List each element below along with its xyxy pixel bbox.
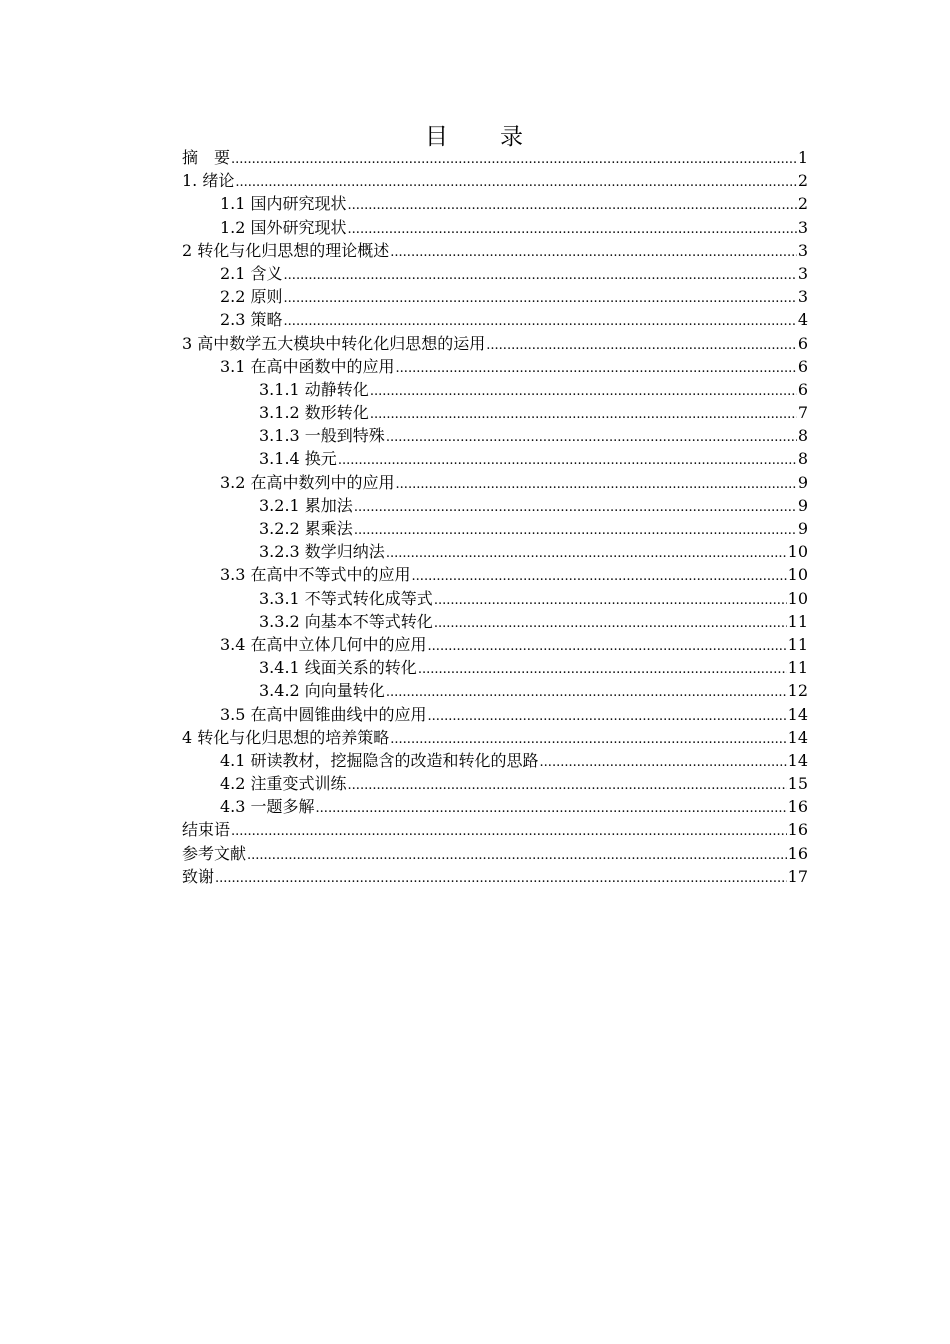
- toc-entry-label: 1.1 国内研究现状: [220, 194, 347, 214]
- dot-leader: [370, 401, 797, 424]
- toc-entry[interactable]: [182, 285, 808, 308]
- toc-entry-page: 7: [797, 403, 808, 423]
- toc-entry-page: 3: [797, 263, 808, 283]
- toc-entry-label: 3.3.1 不等式转化成等式: [259, 588, 433, 608]
- dot-leader: [386, 424, 797, 447]
- toc-entry-page: 6: [797, 356, 808, 376]
- toc-entry[interactable]: [182, 633, 808, 656]
- toc-entry[interactable]: [182, 772, 808, 795]
- toc-entry-page: 10: [787, 542, 808, 562]
- dot-leader: [231, 818, 787, 841]
- toc-entry-page: 11: [787, 634, 808, 654]
- toc-entry-label: 3.1.1 动静转化: [259, 379, 369, 399]
- toc-entry-page: 16: [787, 820, 808, 840]
- toc-entry[interactable]: [182, 656, 808, 679]
- dot-leader: [390, 726, 786, 749]
- toc-entry[interactable]: [182, 587, 808, 610]
- dot-leader: [386, 679, 787, 702]
- toc-entry-page: 16: [787, 797, 808, 817]
- toc-entry-page: 17: [787, 866, 808, 886]
- toc-entry-page: 4: [797, 310, 808, 330]
- dot-leader: [354, 517, 797, 540]
- toc-entry-label: 2.3 策略: [220, 310, 283, 330]
- toc-entry-page: 14: [787, 727, 808, 747]
- toc-entry-page: 12: [787, 681, 808, 701]
- dot-leader: [428, 633, 787, 656]
- toc-entry[interactable]: [182, 355, 808, 378]
- toc-entry[interactable]: [182, 494, 808, 517]
- toc-entry-label: 3.2.2 累乘法: [259, 519, 353, 538]
- toc-entry[interactable]: [182, 795, 808, 818]
- toc-entry-page: 8: [797, 426, 808, 446]
- dot-leader: [412, 563, 787, 586]
- toc-entry-label: 1. 绪论: [182, 171, 235, 191]
- toc-entry-label: 4 转化与化归思想的培养策略: [182, 727, 390, 747]
- toc-entry[interactable]: [182, 401, 808, 424]
- toc-entry-page: 10: [787, 565, 808, 585]
- dot-leader: [348, 216, 797, 239]
- dot-leader: [434, 610, 787, 633]
- toc-entry[interactable]: [182, 818, 808, 841]
- dot-leader: [316, 795, 787, 818]
- dot-leader: [354, 494, 797, 517]
- toc-entry-page: 3: [797, 217, 808, 237]
- toc-entry-page: 3: [797, 240, 808, 260]
- toc-entry-label: 4.1 研读教材，挖掘隐含的改造和转化的思路: [220, 750, 539, 770]
- toc-entry[interactable]: [182, 865, 808, 888]
- toc-entry-label: 3.4.2 向向量转化: [259, 681, 385, 701]
- toc-entry-label: 结束语: [182, 820, 231, 840]
- dot-leader: [231, 146, 797, 169]
- toc-entry-label: 2 转化与化归思想的理论概述: [182, 240, 390, 260]
- toc-entry-label: 3.3.2 向基本不等式转化: [259, 611, 433, 631]
- toc-entry-label: 3.1 在高中函数中的应用: [220, 356, 395, 376]
- toc-entry-label: 3.3 在高中不等式中的应用: [220, 565, 411, 585]
- dot-leader: [370, 378, 797, 401]
- dot-leader: [418, 656, 787, 679]
- table-of-contents: [182, 146, 808, 888]
- toc-entry-label: 3.1.4 换元: [259, 449, 337, 469]
- toc-entry-page: 3: [797, 287, 808, 307]
- toc-entry[interactable]: [182, 610, 808, 633]
- dot-leader: [215, 865, 787, 888]
- toc-entry-page: 16: [787, 843, 808, 863]
- toc-entry[interactable]: [182, 192, 808, 215]
- dot-leader: [396, 471, 797, 494]
- dot-leader: [348, 772, 787, 795]
- toc-entry-label: 致谢: [182, 866, 215, 886]
- toc-entry-page: 14: [787, 704, 808, 724]
- dot-leader: [284, 308, 797, 331]
- toc-entry-page: 2: [797, 171, 808, 191]
- toc-entry-label: 1.2 国外研究现状: [220, 217, 347, 237]
- toc-entry[interactable]: [182, 262, 808, 285]
- toc-entry[interactable]: [182, 540, 808, 563]
- toc-entry[interactable]: [182, 703, 808, 726]
- toc-entry[interactable]: [182, 679, 808, 702]
- toc-entry-label: 3.4 在高中立体几何中的应用: [220, 634, 427, 654]
- toc-entry[interactable]: [182, 447, 808, 470]
- toc-entry-label: 3.2.1 累加法: [259, 495, 353, 515]
- toc-entry-label: 3.2 在高中数列中的应用: [220, 472, 395, 492]
- toc-entry-page: 1: [797, 148, 808, 167]
- toc-entry[interactable]: [182, 424, 808, 447]
- toc-entry[interactable]: [182, 239, 808, 262]
- toc-entry-page: 6: [797, 333, 808, 353]
- toc-entry-label: 参考文献: [182, 843, 247, 863]
- toc-entry-label: 3.5 在高中圆锥曲线中的应用: [220, 704, 427, 724]
- toc-entry[interactable]: [182, 169, 808, 192]
- toc-entry-page: 11: [787, 611, 808, 631]
- toc-entry-label: 3.2.3 数学归纳法: [259, 542, 385, 562]
- toc-entry-label: 2.1 含义: [220, 263, 283, 283]
- toc-entry-label: 3.1.2 数形转化: [259, 403, 369, 423]
- toc-entry-page: 6: [797, 379, 808, 399]
- dot-leader: [247, 842, 787, 865]
- toc-entry-label: 摘 要: [182, 148, 231, 167]
- toc-entry[interactable]: [182, 216, 808, 239]
- dot-leader: [390, 239, 797, 262]
- toc-entry-label: 3 高中数学五大模块中转化化归思想的运用: [182, 333, 486, 353]
- dot-leader: [396, 355, 797, 378]
- dot-leader: [284, 262, 797, 285]
- toc-entry-page: 9: [797, 519, 808, 538]
- toc-entry[interactable]: [182, 378, 808, 401]
- toc-entry[interactable]: [182, 517, 808, 540]
- toc-entry-label: 3.1.3 一般到特殊: [259, 426, 385, 446]
- toc-entry-page: 11: [787, 658, 808, 678]
- dot-leader: [434, 587, 787, 610]
- dot-leader: [348, 192, 797, 215]
- toc-entry-page: 14: [787, 750, 808, 770]
- toc-entry[interactable]: [182, 842, 808, 865]
- toc-title-text: 目 录: [425, 124, 525, 150]
- toc-entry-label: 4.3 一题多解: [220, 797, 315, 817]
- toc-entry-label: 2.2 原则: [220, 287, 283, 307]
- toc-entry-label: 3.4.1 线面关系的转化: [259, 658, 417, 678]
- dot-leader: [338, 447, 797, 470]
- toc-entry[interactable]: [182, 471, 808, 494]
- toc-entry[interactable]: [182, 563, 808, 586]
- toc-entry-page: 15: [787, 774, 808, 794]
- toc-entry[interactable]: [182, 726, 808, 749]
- dot-leader: [235, 169, 796, 192]
- toc-entry[interactable]: [182, 749, 808, 772]
- dot-leader: [386, 540, 787, 563]
- toc-entry-page: 9: [797, 472, 808, 492]
- toc-entry-page: 2: [797, 194, 808, 214]
- dot-leader: [428, 703, 787, 726]
- toc-entry-page: 10: [787, 588, 808, 608]
- dot-leader: [284, 285, 797, 308]
- toc-entry[interactable]: [182, 146, 808, 169]
- dot-leader: [540, 749, 787, 772]
- toc-entry-page: 8: [797, 449, 808, 469]
- toc-entry[interactable]: [182, 308, 808, 331]
- toc-entry[interactable]: [182, 332, 808, 355]
- toc-entry-page: 9: [797, 495, 808, 515]
- toc-entry-label: 4.2 注重变式训练: [220, 774, 347, 794]
- dot-leader: [486, 332, 797, 355]
